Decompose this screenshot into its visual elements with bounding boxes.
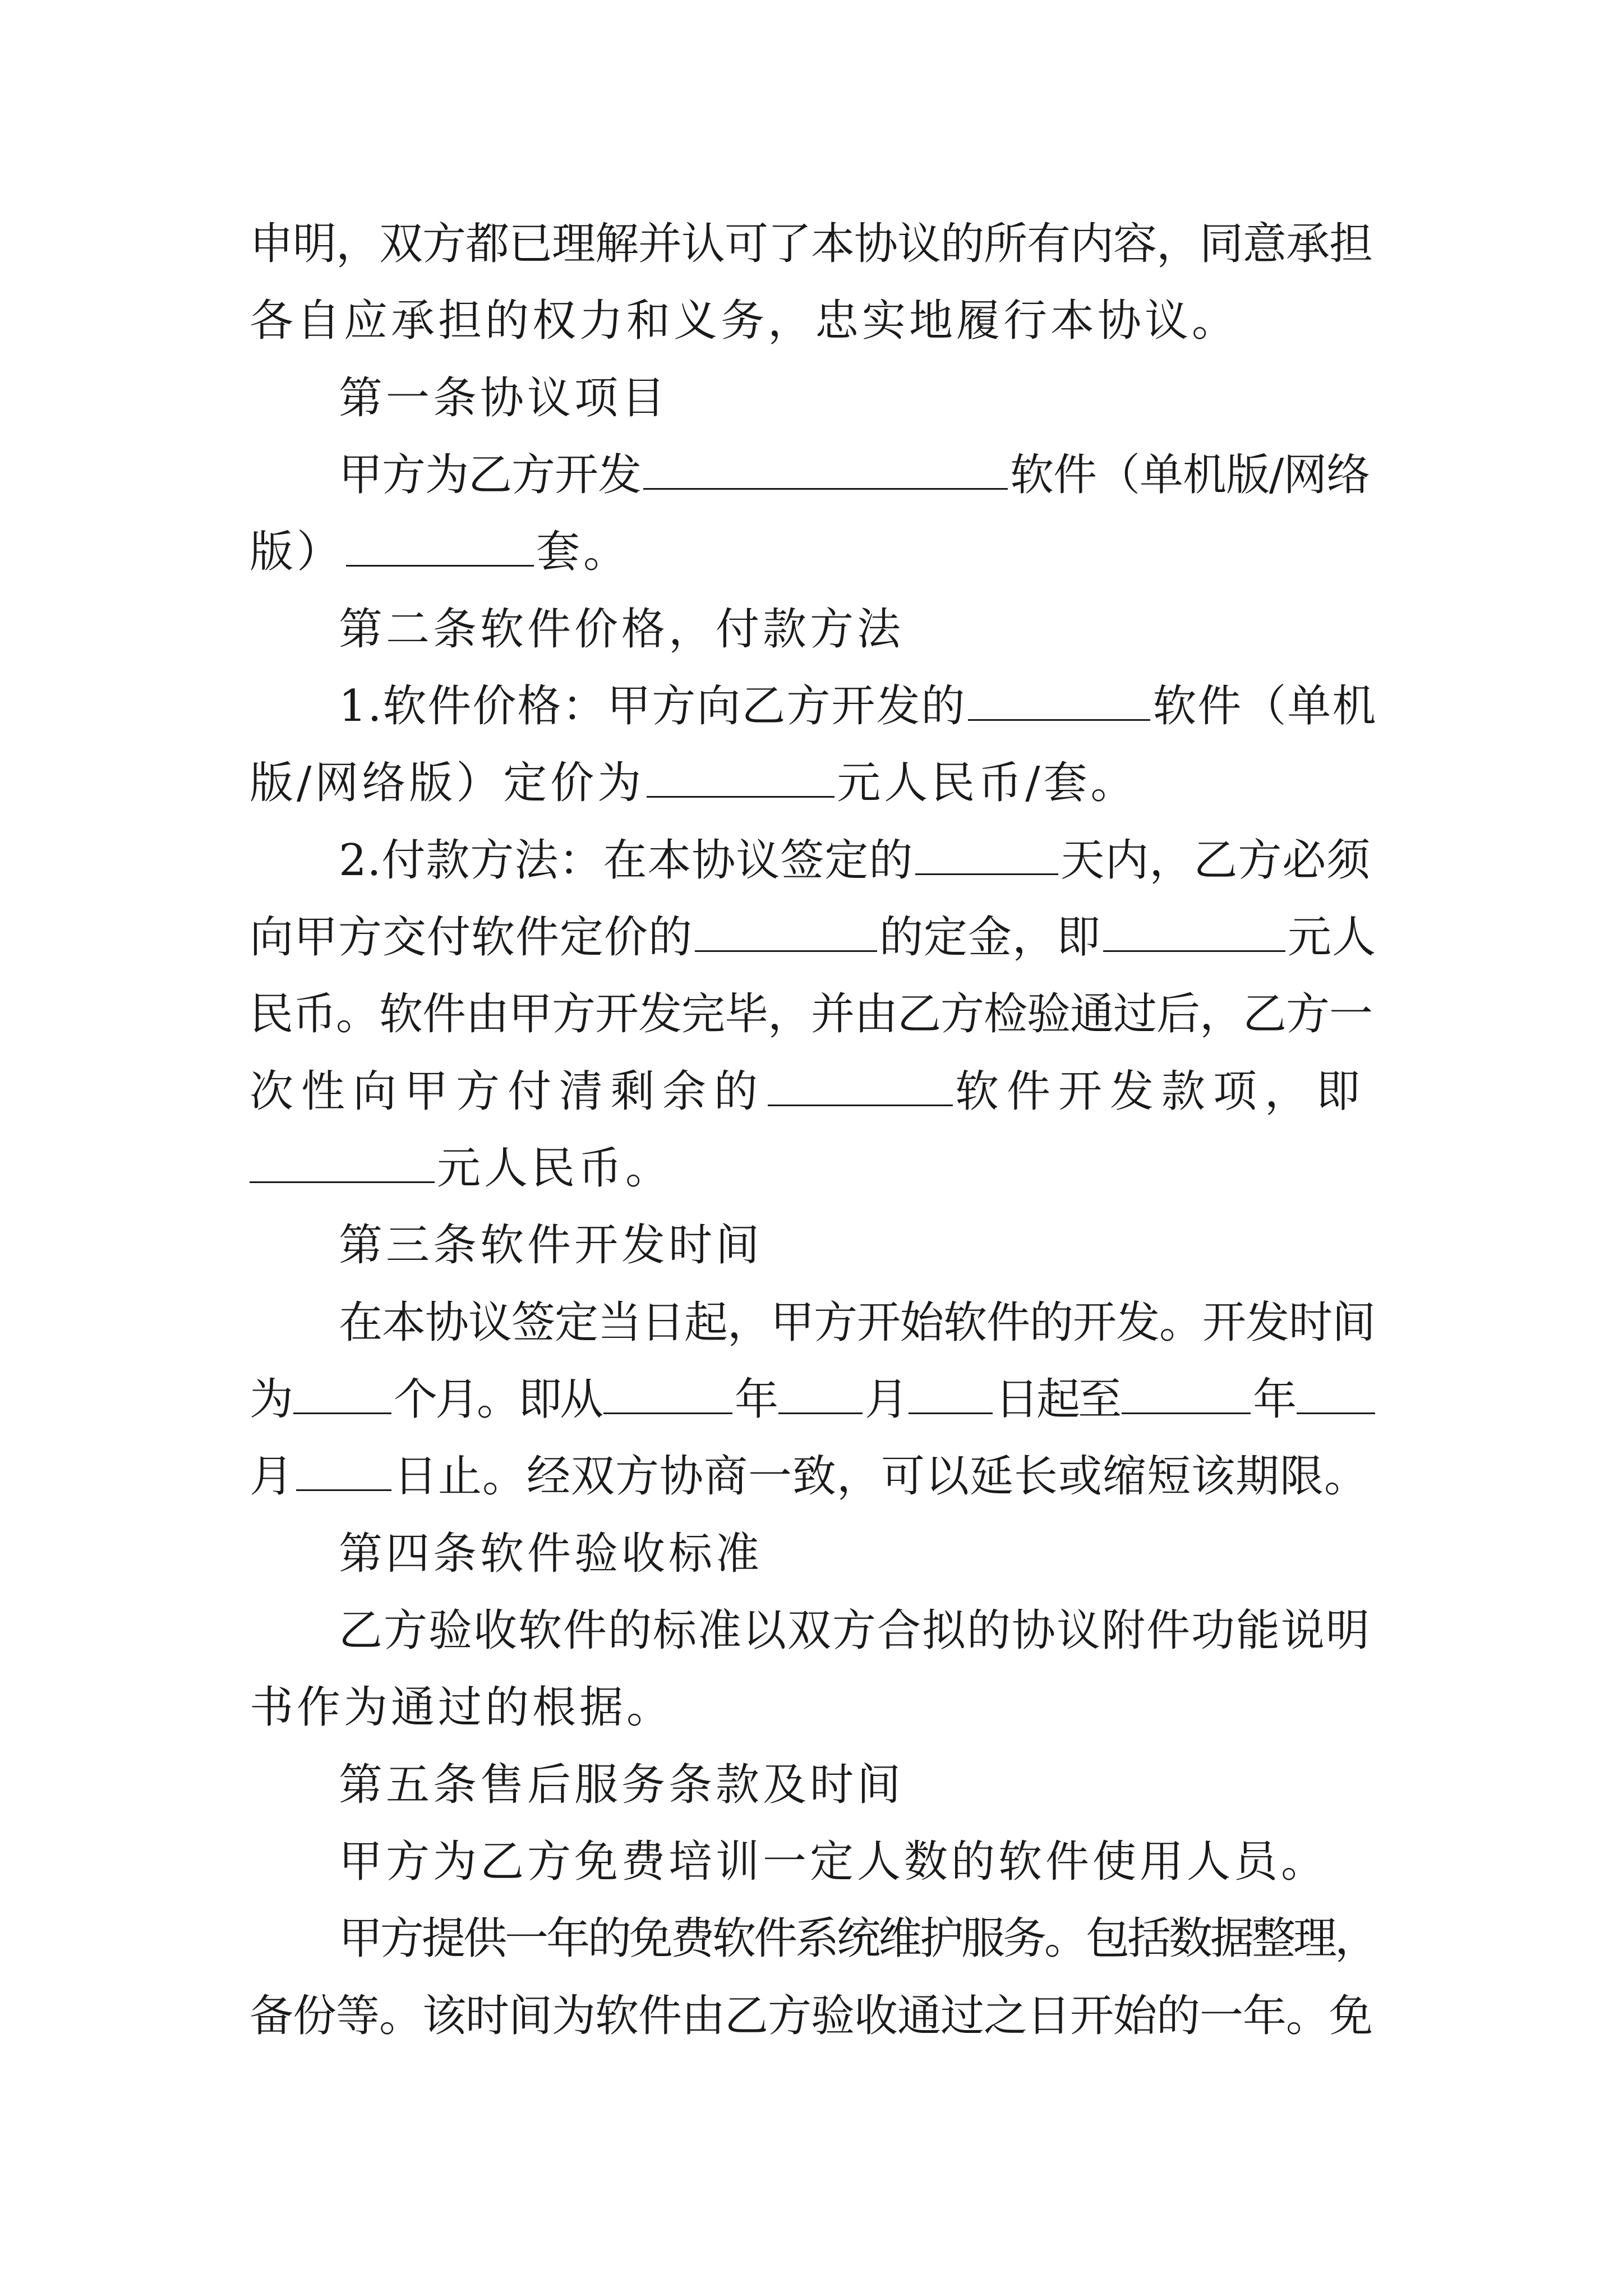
paragraph-text: 年 xyxy=(1253,1374,1295,1425)
text-line xyxy=(250,976,1377,1053)
paragraph-text: 在本协议签定当日起，甲方开始软件的开发。开发时间 xyxy=(339,1297,1376,1348)
fill-in-blank[interactable] xyxy=(915,832,1058,875)
article-heading xyxy=(339,360,1377,437)
paragraph-text: 甲方提供一年的免费软件系统维护服务。包括数据整理， xyxy=(339,1913,1377,1964)
fill-in-blank[interactable] xyxy=(778,1371,863,1414)
article-heading xyxy=(339,1515,1377,1593)
paragraph-text: 个月。即从 xyxy=(394,1374,602,1425)
paragraph-text: 软件开发款项，即 xyxy=(955,1066,1368,1117)
paragraph-text: 元人民币。 xyxy=(437,1143,673,1194)
paragraph-text: 版） xyxy=(250,527,344,577)
heading-text: 第四条软件验收标准 xyxy=(339,1529,763,1579)
paragraph-text: 次性向甲方付清剩余的 xyxy=(250,1066,766,1117)
paragraph-text: 民币。软件由甲方开发完毕，并由乙方检验通过后，乙方一 xyxy=(250,989,1373,1039)
text-line xyxy=(250,744,1377,822)
paragraph-text: 备份等。该时间为软件由乙方验收通过之日开始的一年。免 xyxy=(250,1991,1373,2041)
text-line xyxy=(250,1669,1377,1746)
text-line xyxy=(250,1977,1377,2055)
paragraph-text: 书作为通过的根据。 xyxy=(250,1682,674,1733)
paragraph-text: 的定金，即 xyxy=(879,912,1101,963)
paragraph-text: 申明，双方都已理解并认可了本协议的所有内容，同意承担 xyxy=(250,219,1373,269)
fill-in-blank[interactable] xyxy=(1297,1371,1375,1414)
fill-in-blank[interactable] xyxy=(293,1371,391,1414)
text-line xyxy=(250,1130,1377,1207)
paragraph-text: 软件（单机版/网络 xyxy=(1010,450,1370,500)
paragraph-text: 月 xyxy=(250,1451,294,1502)
paragraph-text: 日起至 xyxy=(995,1374,1120,1425)
text-line xyxy=(339,1823,1377,1901)
fill-in-blank[interactable] xyxy=(346,523,534,567)
paragraph-text: 为 xyxy=(250,1374,292,1425)
paragraph-text: 软件（单机 xyxy=(1152,681,1377,731)
text-line xyxy=(250,513,1377,591)
paragraph-text: 元人 xyxy=(1288,912,1377,963)
paragraph-text: 2.付款方法：在本协议签定的 xyxy=(339,835,914,886)
fill-in-blank[interactable] xyxy=(1122,1371,1251,1414)
paragraph-text: 日止。经双方协商一致，可以延长或缩短该期限。 xyxy=(394,1451,1369,1502)
heading-text: 第一条协议项目 xyxy=(339,373,669,424)
text-line xyxy=(339,1284,1377,1361)
paragraph-text: 元人民币/套。 xyxy=(837,758,1138,808)
paragraph-text: 甲方为乙方开发 xyxy=(339,450,642,500)
paragraph-text: 各自应承担的权力和义务，忠实地履行本协议。 xyxy=(250,296,1239,346)
text-line xyxy=(339,822,1377,899)
paragraph-text: 向甲方交付软件定价的 xyxy=(250,912,693,963)
paragraph-text: 月 xyxy=(865,1374,907,1425)
fill-in-blank[interactable] xyxy=(250,1140,435,1183)
text-line xyxy=(250,899,1377,976)
text-line xyxy=(250,282,1377,360)
text-line xyxy=(250,1438,1377,1515)
fill-in-blank[interactable] xyxy=(909,1371,993,1414)
paragraph-text: 套。 xyxy=(536,527,631,577)
text-line xyxy=(339,1900,1377,1977)
text-line xyxy=(250,1361,1377,1438)
paragraph-text: 甲方为乙方免费培训一定人数的软件使用人员。 xyxy=(339,1837,1329,1887)
article-heading xyxy=(339,1746,1377,1824)
paragraph-text: 天内，乙方必须 xyxy=(1061,835,1371,886)
fill-in-blank[interactable] xyxy=(643,447,1008,490)
fill-in-blank[interactable] xyxy=(603,1371,732,1414)
heading-text: 第三条软件开发时间 xyxy=(339,1220,763,1271)
article-heading xyxy=(339,591,1377,668)
heading-text: 第二条软件价格，付款方法 xyxy=(339,604,905,655)
fill-in-blank[interactable] xyxy=(768,1063,953,1106)
article-heading xyxy=(339,1207,1377,1284)
text-line xyxy=(339,668,1377,745)
paragraph-text: 1.软件价格：甲方向乙方开发的 xyxy=(339,681,966,731)
text-line xyxy=(250,1053,1377,1130)
text-line xyxy=(250,205,1377,283)
fill-in-blank[interactable] xyxy=(1103,909,1285,952)
paragraph-text: 乙方验收软件的标准以双方合拟的协议附件功能说明 xyxy=(339,1605,1371,1656)
text-line xyxy=(339,1592,1377,1669)
fill-in-blank[interactable] xyxy=(296,1448,391,1491)
text-line xyxy=(339,436,1377,514)
paragraph-text: 年 xyxy=(735,1374,777,1425)
fill-in-blank[interactable] xyxy=(695,909,877,952)
fill-in-blank[interactable] xyxy=(968,678,1150,721)
heading-text: 第五条售后服务条款及时间 xyxy=(339,1760,905,1810)
paragraph-text: 版/网络版）定价为 xyxy=(250,758,645,808)
fill-in-blank[interactable] xyxy=(647,754,834,798)
